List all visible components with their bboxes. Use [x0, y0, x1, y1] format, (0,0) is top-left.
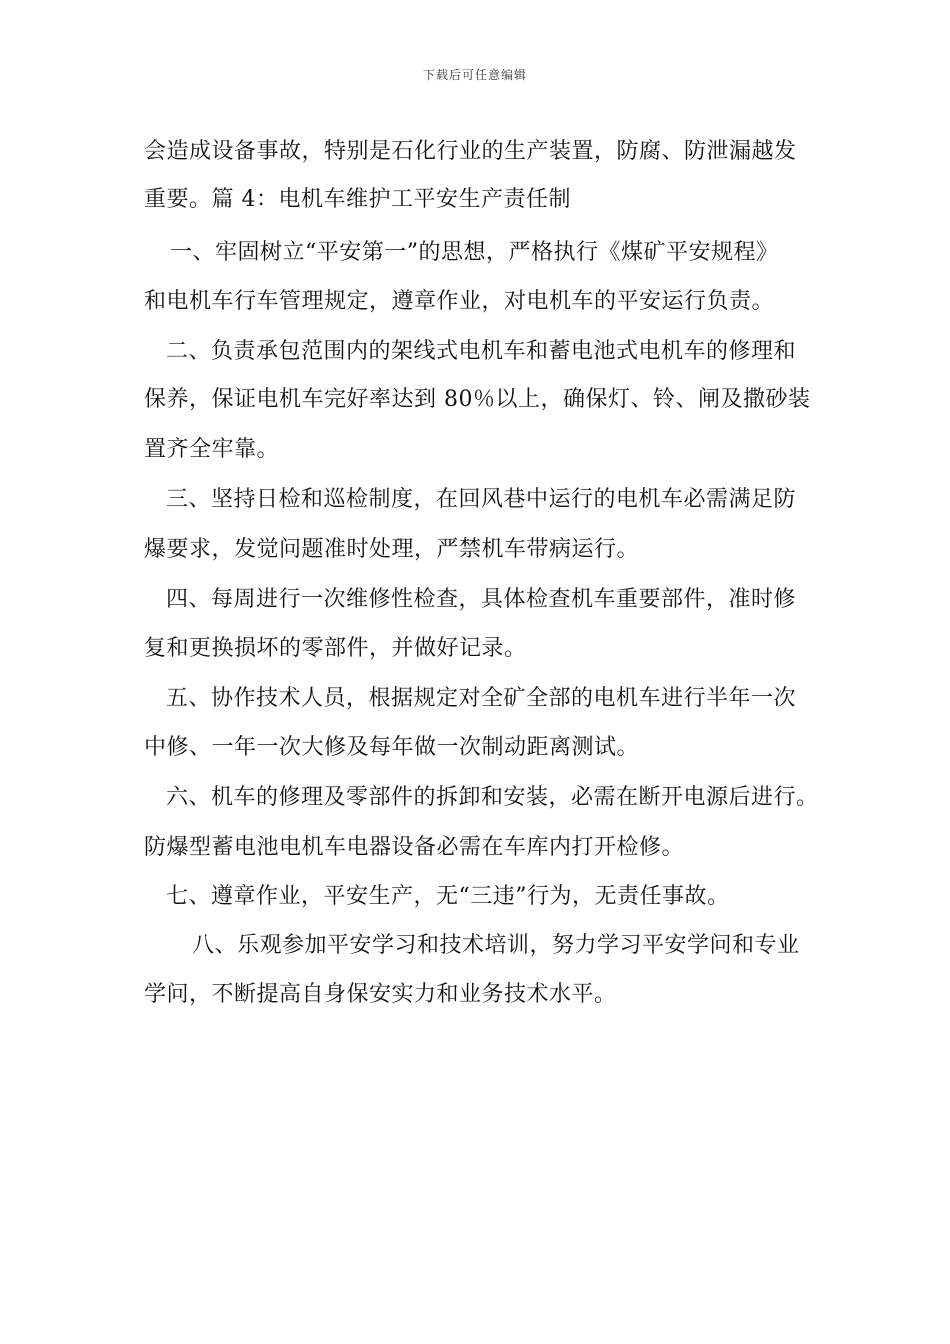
paragraph-line: 和电机车行车管理规定，遵章作业，对电机车的平安运行负责。	[144, 289, 775, 314]
paragraph-line: 重要。篇 4：电机车维护工平安生产责任制	[144, 187, 571, 212]
paragraph-line: 置齐全牢靠。	[144, 437, 280, 462]
paragraph-line: 七、遵章作业，平安生产，无“三违”行为，无责任事故。	[166, 884, 730, 909]
paragraph-line: 中修、一年一次大修及每年做一次制动距离测试。	[144, 735, 640, 760]
paragraph-line: 六、机车的修理及零部件的拆卸和安装，必需在断开电源后进行。	[166, 785, 819, 810]
paragraph-line: 二、负责承包范围内的架线式电机车和蓄电池式电机车的修理和	[166, 339, 797, 364]
page-header: 下载后可任意编辑	[422, 68, 527, 82]
paragraph-line: 复和更换损坏的零部件，并做好记录。	[144, 636, 527, 661]
paragraph-line: 学问，不断提高自身保安实力和业务技术水平。	[144, 982, 617, 1007]
paragraph-line: 一、牢固树立“平安第一”的思想，严格执行《煤矿平安规程》	[170, 240, 779, 265]
paragraph-line: 四、每周进行一次维修性检查，具体检查机车重要部件，准时修	[166, 587, 797, 612]
paragraph-line: 三、坚持日检和巡检制度，在回风巷中运行的电机车必需满足防	[166, 487, 797, 512]
paragraph-line: 爆要求，发觉问题准时处理，严禁机车带病运行。	[144, 537, 640, 562]
paragraph-line: 会造成设备事故，特别是石化行业的生产装置，防腐、防泄漏越发	[144, 139, 797, 164]
paragraph-line: 八、乐观参加平安学习和技术培训，努力学习平安学问和专业	[192, 933, 800, 958]
paragraph-line: 五、协作技术人员，根据规定对全矿全部的电机车进行半年一次	[166, 686, 797, 711]
paragraph-line: 保养，保证电机车完好率达到 80％以上，确保灯、铃、闸及撒砂装	[144, 387, 811, 412]
paragraph-line: 防爆型蓄电池电机车电器设备必需在车库内打开检修。	[144, 835, 685, 860]
